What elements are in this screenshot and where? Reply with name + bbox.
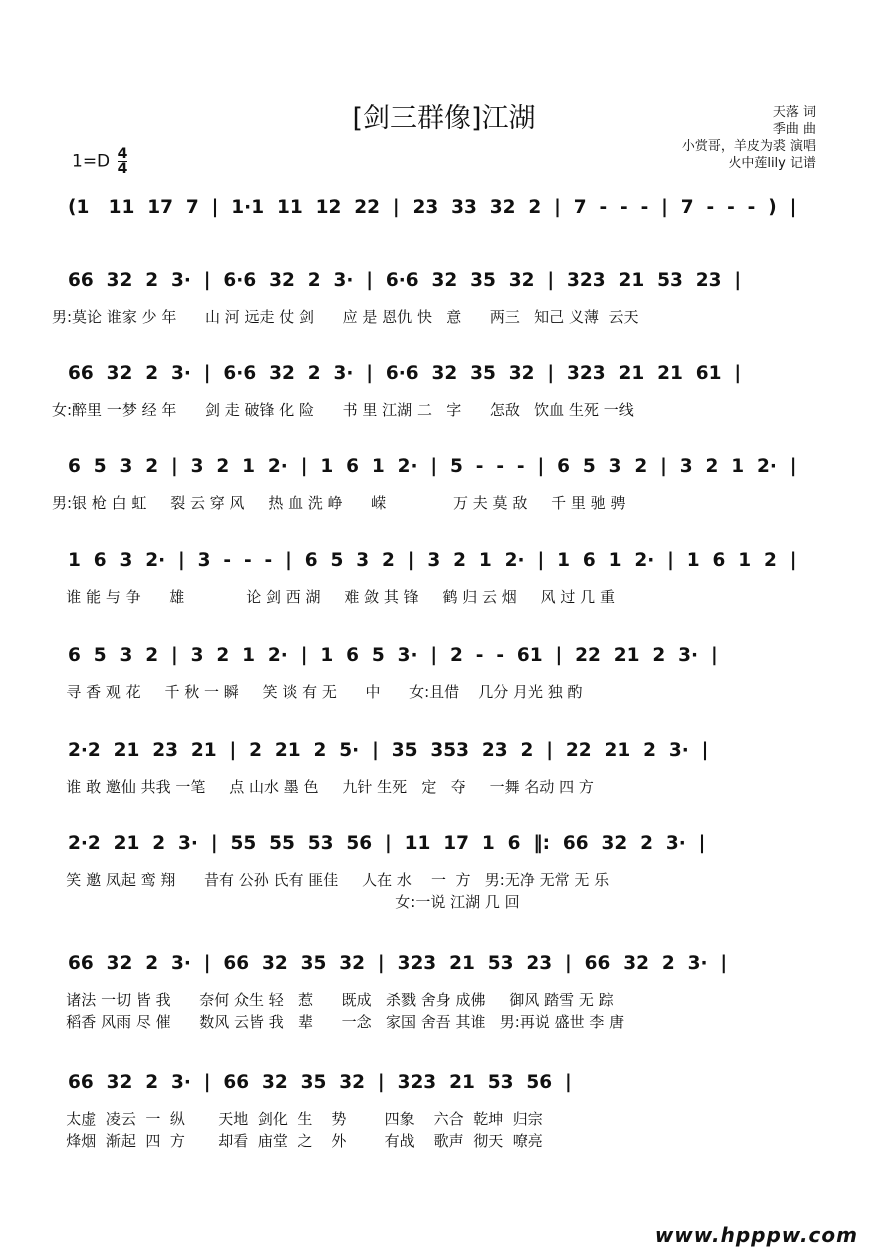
key-label: 1=D <box>72 151 111 172</box>
score-system <box>0 833 888 933</box>
score-system <box>0 953 888 1053</box>
score-system <box>0 456 888 556</box>
score-system <box>0 363 888 463</box>
notation-line: (1 11 17 7 | 1·1 11 12 22 | 23 33 32 2 | 7 - - - | 7 - - - ) | <box>68 197 797 218</box>
notation-line: 1 6 3 2· | 3 - - - | 6 5 3 2 | 3 2 1 2· | 1 6 1 2· | 1 6 1 2 | <box>68 550 797 571</box>
notation-line: 66 32 2 3· | 66 32 35 32 | 323 21 53 56 | <box>68 1072 572 1093</box>
performers-credit: 小赏哥，羊皮为裘 演唱 <box>681 139 816 154</box>
song-title: [剑三群像]江湖 <box>352 103 536 134</box>
lyric-line: 男:银 枪 白 虹 裂 云 穿 风 热 血 洗 峥 嵘 万 夫 莫 敌 千 里 驰 骋 <box>52 494 626 512</box>
score-system <box>0 270 888 370</box>
score-system <box>0 740 888 840</box>
score-system <box>0 1072 888 1172</box>
lyric-line: 烽烟 渐起 四 方 却看 庙堂 之 外 有战 歌声 彻天 嘹亮 <box>52 1132 543 1150</box>
transcriber-credit: 火中莲lily 记谱 <box>728 156 816 171</box>
composer-credit: 季曲 曲 <box>772 122 816 137</box>
lyric-line: 女:一说 江湖 几 回 <box>52 893 520 911</box>
lyric-line: 谁 敢 邀仙 共我 一笔 点 山水 墨 色 九针 生死 定 夺 一舞 名动 四 方 <box>52 778 594 796</box>
lyric-line: 稻香 风雨 尽 催 数风 云皆 我 辈 一念 家国 舍吾 其谁 男:再说 盛世 李 唐 <box>52 1013 625 1031</box>
notation-line: 2·2 21 23 21 | 2 21 2 5· | 35 353 23 2 | 22 21 2 3· | <box>68 740 709 761</box>
lyric-line: 寻 香 观 花 千 秋 一 瞬 笑 谈 有 无 中 女:且借 几分 月光 独 酌 <box>52 683 583 701</box>
notation-line: 66 32 2 3· | 6·6 32 2 3· | 6·6 32 35 32 | 323 21 53 23 | <box>68 270 742 291</box>
score-system <box>0 645 888 745</box>
notation-line: 66 32 2 3· | 66 32 35 32 | 323 21 53 23 | 66 32 2 3· | <box>68 953 728 974</box>
notation-line: 6 5 3 2 | 3 2 1 2· | 1 6 5 3· | 2 - - 61 | 22 21 2 3· | <box>68 645 718 666</box>
score-system <box>0 550 888 650</box>
notation-line: 6 5 3 2 | 3 2 1 2· | 1 6 1 2· | 5 - - - | 6 5 3 2 | 3 2 1 2· | <box>68 456 797 477</box>
notation-line: 66 32 2 3· | 6·6 32 2 3· | 6·6 32 35 32 | 323 21 21 61 | <box>68 363 742 384</box>
time-sig-top: 4 <box>117 146 128 162</box>
key-signature <box>72 147 127 176</box>
credits <box>682 104 816 172</box>
time-signature <box>118 147 128 176</box>
lyric-line: 女:醉里 一梦 经 年 剑 走 破锋 化 险 书 里 江湖 二 字 怎敌 饮血 生死 一线 <box>52 401 634 419</box>
lyricist-credit: 天落 词 <box>772 105 816 120</box>
lyric-line: 男:莫论 谁家 少 年 山 河 远走 仗 剑 应 是 恩仇 快 意 两三 知己 义薄 云天 <box>52 308 639 326</box>
lyric-line: 谁 能 与 争 雄 论 剑 西 湖 难 敛 其 锋 鹤 归 云 烟 风 过 几 重 <box>52 588 615 606</box>
lyric-line: 诸法 一切 皆 我 奈何 众生 轻 惹 既成 杀戮 舍身 成佛 御风 踏雪 无 踪 <box>52 991 614 1009</box>
lyric-line: 笑 邀 凤起 鸾 翔 昔有 公孙 氏有 匪佳 人在 水 一 方 男:无净 无常 无 乐 <box>52 871 610 889</box>
watermark: www.hpppw.com <box>654 1223 858 1247</box>
lyric-line: 太虚 凌云 一 纵 天地 剑化 生 势 四象 六合 乾坤 归宗 <box>52 1110 543 1128</box>
time-sig-bottom: 4 <box>117 161 128 177</box>
notation-line: 2·2 21 2 3· | 55 55 53 56 | 11 17 1 6 ‖: 66 32 2 3· | <box>68 833 706 854</box>
